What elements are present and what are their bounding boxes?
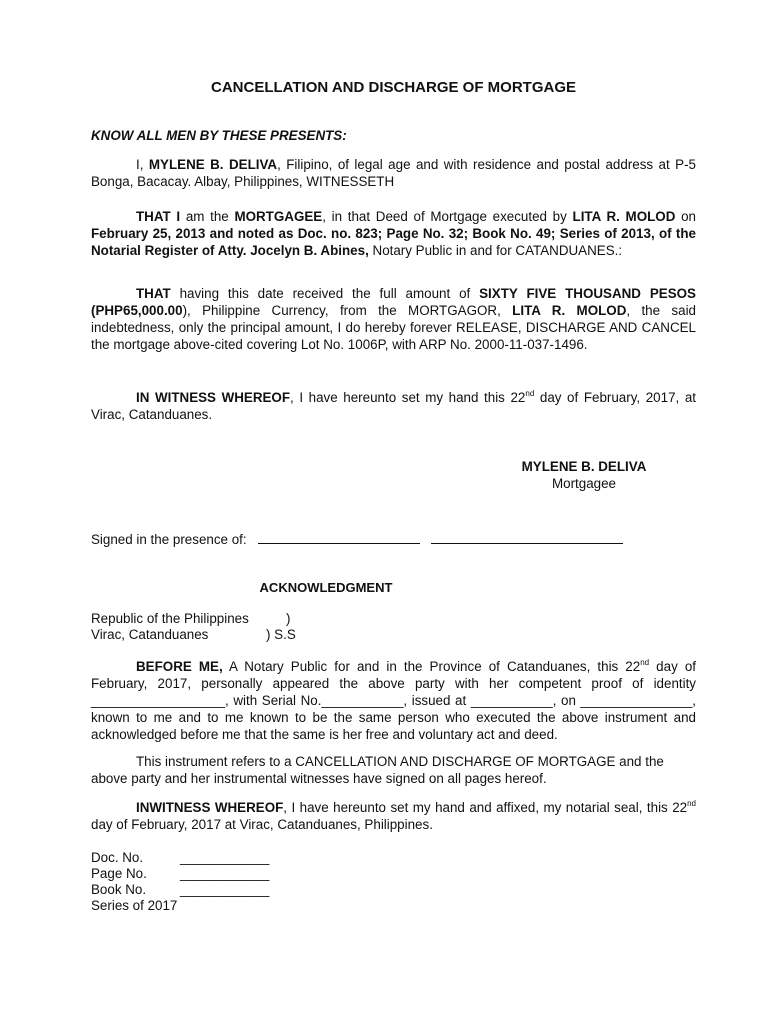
page-no-label: Page No. <box>91 866 147 881</box>
paragraph-notary <box>91 658 696 743</box>
p2-text-h: Notary Public in and for CATANDUANES.: <box>368 243 623 258</box>
series-row <box>91 897 177 913</box>
deed-reference: February 25, 2013 and noted as Doc. no. 823; Page No. 32; Book No. 49; Series of 2013, of the Notarial Register of Atty. Jocelyn B. Abines, <box>91 226 696 258</box>
book-no-value: ____________ <box>180 882 270 897</box>
witness-signature-line-2 <box>431 530 623 544</box>
p4-text-a: IN WITNESS WHEREOF <box>136 390 291 405</box>
venue-block <box>91 610 296 642</box>
venue-bracket: ) <box>286 611 291 626</box>
p3-text-a: THAT <box>136 286 171 301</box>
doc-no-value: ____________ <box>180 850 270 865</box>
paragraph-witness <box>91 389 696 423</box>
venue-row <box>91 626 296 642</box>
know-all-heading: KNOW ALL MEN BY THESE PRESENTS: <box>91 128 347 143</box>
p5-text-b: A Notary Public for and in the Province of Catanduanes, this 22 <box>222 659 641 674</box>
p7-text-a: INWITNESS WHEREOF <box>136 800 284 815</box>
mortgagor-name: LITA R. MOLOD <box>572 209 676 224</box>
presence-label: Signed in the presence of: <box>91 532 247 547</box>
book-no-label: Book No. <box>91 882 147 897</box>
p2-text-a: THAT I <box>136 209 181 224</box>
paragraph-release <box>91 285 696 353</box>
p3-text-b: having this date received the full amount of <box>170 286 480 301</box>
mortgagee-name: MYLENE B. DELIVA <box>148 157 278 172</box>
p2-text-d: , in that Deed of Mortgage executed by <box>322 209 573 224</box>
amount-text: SIXTY FIVE THOUSAND PESOS (PHP65,000.00 <box>91 286 696 318</box>
p1-text-a: I, <box>136 157 149 172</box>
series-label: Series of 2017 <box>91 898 178 913</box>
p5-text-a: BEFORE ME, <box>136 659 223 674</box>
paragraph-identity <box>91 156 696 190</box>
page-no-row <box>91 865 270 881</box>
p6-text: This instrument refers to a CANCELLATION AND DISCHARGE OF MORTGAGE and the above party and her instrumental witnesses have signed on all pages hereof. <box>91 754 664 786</box>
p2-text-c: MORTGAGEE <box>234 209 323 224</box>
doc-no-row <box>91 849 270 865</box>
p2-text-b: am the <box>180 209 235 224</box>
paragraph-mortgagee <box>91 208 696 259</box>
p7-ordinal: nd <box>687 799 697 808</box>
page-no-value: ____________ <box>180 866 270 881</box>
notarial-register-block <box>91 849 270 913</box>
document-title: CANCELLATION AND DISCHARGE OF MORTGAGE <box>211 79 576 96</box>
book-no-row <box>91 881 270 897</box>
venue-country: Republic of the Philippines <box>91 611 249 626</box>
p4-text-c: day of February, 2017, at Virac, Catanduanes. <box>91 390 696 422</box>
p7-text-b: , I have hereunto set my hand and affixed, my notarial seal, this 22 <box>283 800 688 815</box>
venue-ss: ) S.S <box>266 627 296 642</box>
signatory-role: Mortgagee <box>551 476 617 491</box>
acknowledgment-title: ACKNOWLEDGMENT <box>259 580 393 595</box>
p4-text-b: , I have hereunto set my hand this 22 <box>290 390 526 405</box>
venue-city: Virac, Catanduanes <box>91 627 209 642</box>
p2-text-f: on <box>675 209 696 224</box>
presence-line <box>91 530 623 548</box>
p7-text-c: day of February, 2017 at Virac, Catanduanes, Philippines. <box>91 817 433 832</box>
venue-row <box>91 610 291 626</box>
p4-ordinal: nd <box>525 389 535 398</box>
paragraph-instrument <box>91 753 681 787</box>
witness-signature-line-1 <box>258 530 420 544</box>
mortgagor-name-2: LITA R. MOLOD <box>512 303 627 318</box>
signatory-name: MYLENE B. DELIVA <box>521 459 647 474</box>
doc-no-label: Doc. No. <box>91 850 144 865</box>
p1-text-b: , Filipino, of legal age and with residence and postal address at P-5 Bonga, Bacacay. Albay, Philippines, WITNESSETH <box>91 157 696 189</box>
p3-text-f: , the said indebtedness, only the principal amount, I do hereby forever RELEASE, DISCHARGE AND CANCEL the mortgage above-cited covering Lot No. 1006P, with ARP No. 2000-11-037-1496. <box>91 303 696 352</box>
p3-text-d: ), Philippine Currency, from the MORTGAGOR, <box>182 303 513 318</box>
p5-text-c: day of February, 2017, personally appeared the above party with her competent proof of identity __________________, with Serial No.___________, issued at ___________, on _______________, known to me and to me known to be the same person who executed the above instrument and acknowledged before me that the same is her free and voluntary act and deed. <box>91 659 696 742</box>
signature-block <box>499 458 669 492</box>
p5-ordinal: nd <box>640 658 650 667</box>
paragraph-notarial-seal <box>91 799 696 833</box>
